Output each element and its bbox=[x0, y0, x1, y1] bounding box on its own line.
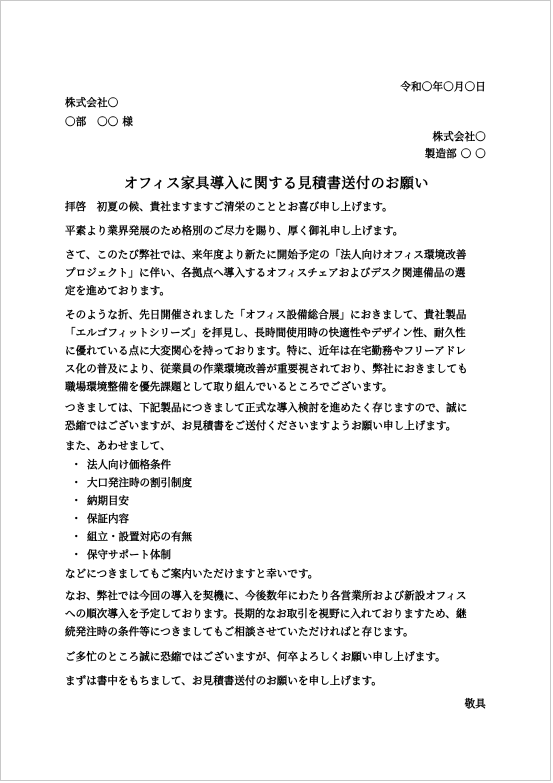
paragraph-conclusion bbox=[65, 672, 491, 690]
thanks-line: 平素より業界発展のため格別のご尽力を賜り、厚く御礼申し上げます。 bbox=[65, 225, 404, 237]
bullet-mark: ・ bbox=[71, 531, 82, 543]
project-line-2: プロジェクト」に伴い、各拠点へ導入するオフィスチェアおよびデスク関連備品の選 bbox=[65, 267, 466, 279]
paragraph-thanks bbox=[65, 222, 491, 240]
recipient-person: 〇部 〇〇 様 bbox=[65, 116, 134, 128]
sender-company: 株式会社〇 bbox=[432, 131, 486, 143]
greeting-line: 拝啓 初夏の候、貴社ますますご清栄のこととお喜び申し上げます。 bbox=[65, 201, 393, 213]
sender-department: 製造部 〇 〇 bbox=[424, 148, 486, 160]
bullet-mark: ・ bbox=[71, 513, 82, 525]
exhibition-line-2: 「エルゴフィットシリーズ」を拝見し、長時間使用時の快適性やデザイン性、耐久性 bbox=[65, 327, 466, 339]
paragraph-request bbox=[65, 399, 491, 435]
letter-date: 令和〇年〇月〇日 bbox=[400, 81, 486, 93]
bullet-mark: ・ bbox=[71, 549, 82, 561]
request-items-list bbox=[71, 456, 192, 564]
guidance-line: などにつきましてもご案内いただけますと幸いです。 bbox=[65, 568, 319, 580]
recipient-company: 株式会社〇 bbox=[65, 97, 119, 109]
list-item bbox=[71, 528, 192, 546]
paragraph-regards bbox=[65, 648, 491, 666]
future-line-2: への順次導入を予定しております。長期的なお取引を視野に入れておりますため、継 bbox=[65, 608, 467, 620]
list-item-label: 保守サポート体制 bbox=[87, 549, 171, 561]
list-item-label: 法人向け価格条件 bbox=[87, 459, 171, 471]
request-line-2: 恐縮ではございますが、お見積書をご送付くださいますようお願い申し上げます。 bbox=[65, 420, 457, 432]
paragraph-future bbox=[65, 587, 491, 641]
list-item bbox=[71, 474, 192, 492]
letter-title: オフィス家具導入に関する見積書送付のお願い bbox=[123, 176, 430, 192]
list-item-label: 納期目安 bbox=[87, 495, 129, 507]
list-item-label: 保証内容 bbox=[87, 513, 129, 525]
list-item-label: 大口発注時の割引制度 bbox=[87, 477, 192, 489]
list-item-label: 組立・設置対応の有無 bbox=[87, 531, 192, 543]
future-line-3: 続発注時の条件等につきましてもご相談させていただければと存じます。 bbox=[65, 626, 414, 638]
list-item bbox=[71, 546, 192, 564]
exhibition-line-4: ス化の普及により、従業員の作業環境改善が重要視されており、弊社におきましても bbox=[65, 363, 468, 375]
bullet-mark: ・ bbox=[71, 459, 82, 471]
regards-line: ご多忙のところ誠に恐縮ではございますが、何卒よろしくお願い申し上げます。 bbox=[65, 651, 446, 663]
paragraph-greeting bbox=[65, 198, 491, 216]
exhibition-line-3: に優れている点に大変関心を持っております。特に、近年は在宅勤務やフリーアドレ bbox=[65, 345, 467, 357]
list-item bbox=[71, 492, 192, 510]
paragraph-guidance bbox=[65, 565, 491, 583]
project-line-1: さて、このたび弊社では、来年度より新たに開始予定の「法人向けオフィス環境改善 bbox=[65, 249, 467, 261]
project-line-3: 定を進めております。 bbox=[65, 285, 171, 297]
paragraph-additionally bbox=[65, 437, 491, 455]
additionally-line: また、あわせまして、 bbox=[65, 440, 171, 452]
conclusion-line: まずは書中をもちまして、お見積書送付のお願いを申し上げます。 bbox=[65, 675, 382, 687]
list-item bbox=[71, 510, 192, 528]
paragraph-project bbox=[65, 246, 491, 300]
exhibition-line-1: そのような折、先日開催されました「オフィス設備総合展」におきまして、貴社製品 bbox=[65, 309, 467, 321]
paragraph-exhibition bbox=[65, 306, 491, 396]
exhibition-line-5: 職場環境整備を優先課題として取り組んでいるところでございます。 bbox=[65, 381, 393, 393]
closing-keigu: 敬具 bbox=[464, 698, 486, 710]
list-item bbox=[71, 456, 192, 474]
bullet-mark: ・ bbox=[71, 477, 82, 489]
request-line-1: つきましては、下記製品につきまして正式な導入検討を進めたく存じますので、誠に bbox=[65, 402, 468, 414]
bullet-mark: ・ bbox=[71, 495, 82, 507]
future-line-1: なお、弊社では今回の導入を契機に、今後数年にわたり各営業所および新設オフィス bbox=[65, 590, 467, 602]
